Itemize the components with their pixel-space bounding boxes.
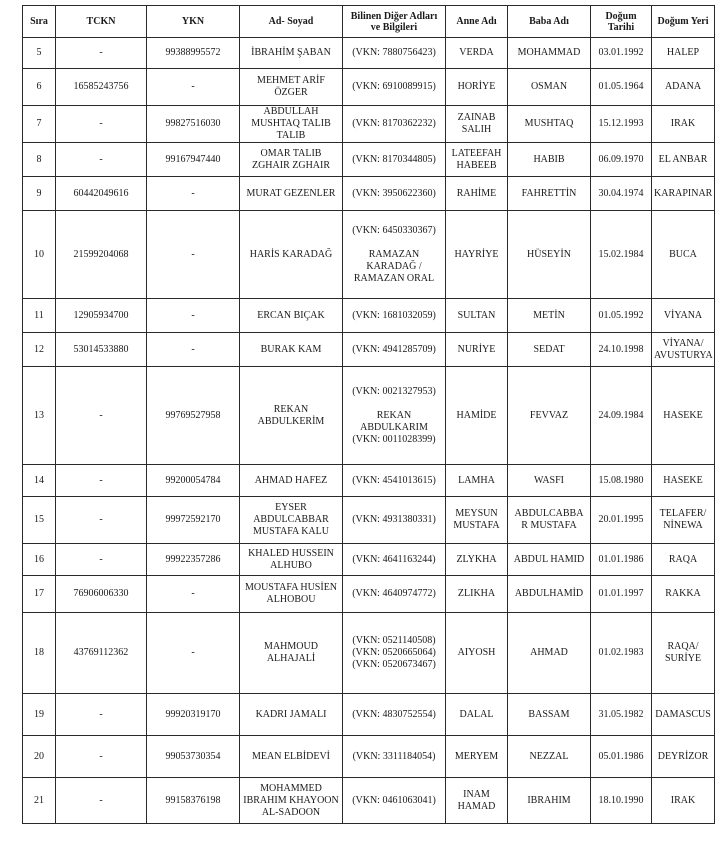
cell-anne-adi bbox=[446, 38, 508, 69]
cell-line: BURAK KAM bbox=[260, 343, 322, 355]
cell-line: MEYSUN bbox=[455, 508, 498, 519]
cell-line: ALHUBO bbox=[270, 559, 312, 571]
cell-sira: 20 bbox=[23, 736, 56, 778]
cell-line: MEAN ELBİDEVİ bbox=[251, 750, 331, 762]
table-row bbox=[23, 694, 715, 736]
cell-line: (VKN: 6450330367) bbox=[352, 224, 436, 236]
cell-anne-adi bbox=[446, 576, 508, 613]
cell-line: EYSER bbox=[275, 502, 307, 513]
cell-ykn: - bbox=[147, 576, 240, 613]
cell-anne-adi bbox=[446, 333, 508, 367]
cell-baba-adi bbox=[508, 694, 591, 736]
cell-dogum-yeri bbox=[652, 576, 715, 613]
cell-line: ZGHAIR ZGHAIR bbox=[251, 159, 331, 171]
cell-anne-adi bbox=[446, 465, 508, 497]
table-row bbox=[23, 177, 715, 211]
cell-sira: 9 bbox=[23, 177, 56, 211]
table-row bbox=[23, 576, 715, 613]
cell-baba-adi bbox=[508, 613, 591, 694]
cell-dogum-yeri bbox=[652, 333, 715, 367]
cell-line: MERYEM bbox=[454, 750, 499, 762]
cell-dogum-tarihi: 01.02.1983 bbox=[591, 613, 652, 694]
cell-ykn: 99972592170 bbox=[147, 497, 240, 544]
cell-ad-soyad bbox=[240, 143, 343, 177]
cell-line: AL-SADOON bbox=[261, 806, 321, 818]
col-header-dogum-tarihi: Doğum Tarihi bbox=[591, 6, 652, 38]
cell-sira: 8 bbox=[23, 143, 56, 177]
cell-baba-adi bbox=[508, 497, 591, 544]
cell-tckn: - bbox=[56, 465, 147, 497]
cell-line: RAQA bbox=[668, 553, 698, 565]
cell-anne-adi bbox=[446, 544, 508, 576]
cell-line: (VKN: 3950622360) bbox=[352, 187, 436, 199]
cell-ad-soyad bbox=[240, 778, 343, 824]
cell-line: LAMHA bbox=[458, 474, 495, 486]
cell-dogum-tarihi: 15.12.1993 bbox=[591, 106, 652, 143]
cell-dogum-tarihi: 20.01.1995 bbox=[591, 497, 652, 544]
cell-baba-adi bbox=[508, 69, 591, 106]
table-row bbox=[23, 69, 715, 106]
cell-anne-adi bbox=[446, 736, 508, 778]
cell-diger-adlari bbox=[343, 177, 446, 211]
cell-anne-adi bbox=[446, 69, 508, 106]
cell-line: HAMAD bbox=[457, 800, 496, 812]
table-row bbox=[23, 299, 715, 333]
cell-ykn: 99158376198 bbox=[147, 778, 240, 824]
cell-anne-adi bbox=[446, 497, 508, 544]
cell-dogum-tarihi: 31.05.1982 bbox=[591, 694, 652, 736]
cell-line: ÖZGER bbox=[274, 87, 308, 98]
cell-diger-adlari bbox=[343, 367, 446, 465]
cell-line: HÜSEYİN bbox=[527, 248, 571, 260]
cell-anne-adi bbox=[446, 211, 508, 299]
cell-ad-soyad bbox=[240, 694, 343, 736]
cell-line: HABEEB bbox=[456, 159, 497, 171]
cell-line: (VKN: 8170344805) bbox=[352, 153, 436, 165]
cell-line: HALEP bbox=[666, 47, 700, 58]
cell-tckn: 12905934700 bbox=[56, 299, 147, 333]
cell-ad-soyad bbox=[240, 106, 343, 143]
cell-baba-adi bbox=[508, 299, 591, 333]
cell-dogum-yeri bbox=[652, 465, 715, 497]
cell-ad-soyad bbox=[240, 544, 343, 576]
col-header-ad-soyad: Ad- Soyad bbox=[240, 6, 343, 38]
cell-sira: 14 bbox=[23, 465, 56, 497]
cell-ykn: 99053730354 bbox=[147, 736, 240, 778]
cell-dogum-tarihi: 03.01.1992 bbox=[591, 38, 652, 69]
table-row bbox=[23, 106, 715, 143]
cell-line: HARİS KARADAĞ bbox=[249, 248, 333, 260]
cell-line: NURİYE bbox=[457, 343, 496, 355]
cell-tckn: - bbox=[56, 38, 147, 69]
cell-line: FEVVAZ bbox=[529, 409, 569, 421]
cell-line: (VKN: 7880756423) bbox=[352, 47, 436, 58]
cell-line: BUCA bbox=[669, 248, 697, 260]
cell-line: TALIB bbox=[276, 130, 306, 141]
cell-dogum-tarihi: 05.01.1986 bbox=[591, 736, 652, 778]
line-gap bbox=[345, 237, 443, 249]
cell-tckn: - bbox=[56, 544, 147, 576]
cell-line: HORİYE bbox=[457, 81, 496, 92]
cell-line: MOHAMMED bbox=[260, 782, 322, 794]
col-header-ykn: YKN bbox=[147, 6, 240, 38]
cell-baba-adi bbox=[508, 736, 591, 778]
sanctions-table-container bbox=[22, 5, 714, 824]
cell-line: RAQA/ bbox=[667, 641, 699, 652]
cell-line: ALHAJALİ bbox=[266, 653, 316, 664]
cell-diger-adlari bbox=[343, 613, 446, 694]
cell-dogum-tarihi: 01.05.1992 bbox=[591, 299, 652, 333]
cell-line: KADRI JAMALI bbox=[255, 708, 327, 720]
cell-sira: 11 bbox=[23, 299, 56, 333]
cell-tckn: 16585243756 bbox=[56, 69, 147, 106]
cell-line: HASEKE bbox=[663, 474, 703, 486]
cell-baba-adi bbox=[508, 38, 591, 69]
cell-anne-adi bbox=[446, 177, 508, 211]
cell-ykn: - bbox=[147, 613, 240, 694]
cell-line: İBRAHİM ŞABAN bbox=[251, 47, 331, 58]
cell-diger-adlari bbox=[343, 778, 446, 824]
cell-dogum-yeri bbox=[652, 177, 715, 211]
cell-line: HABIB bbox=[533, 153, 565, 165]
cell-dogum-yeri bbox=[652, 778, 715, 824]
cell-tckn: 53014533880 bbox=[56, 333, 147, 367]
cell-dogum-tarihi: 06.09.1970 bbox=[591, 143, 652, 177]
cell-tckn: 21599204068 bbox=[56, 211, 147, 299]
cell-line: AHMAD HAFEZ bbox=[254, 474, 328, 486]
cell-anne-adi bbox=[446, 143, 508, 177]
cell-baba-adi bbox=[508, 465, 591, 497]
cell-sira: 12 bbox=[23, 333, 56, 367]
cell-line: ZLYKHA bbox=[456, 553, 497, 565]
table-row bbox=[23, 544, 715, 576]
cell-ykn: - bbox=[147, 211, 240, 299]
cell-ad-soyad bbox=[240, 367, 343, 465]
cell-line: DEYRİZOR bbox=[657, 750, 709, 762]
cell-line: IBRAHIM KHAYOON bbox=[243, 794, 339, 806]
cell-baba-adi bbox=[508, 106, 591, 143]
cell-sira: 21 bbox=[23, 778, 56, 824]
cell-line: MEHMET ARİF bbox=[257, 75, 325, 86]
cell-ykn: - bbox=[147, 333, 240, 367]
cell-line: NİNEWA bbox=[663, 520, 703, 531]
cell-sira: 19 bbox=[23, 694, 56, 736]
cell-baba-adi bbox=[508, 177, 591, 211]
cell-ykn: 99200054784 bbox=[147, 465, 240, 497]
cell-line: MOHAMMAD bbox=[517, 47, 581, 58]
cell-diger-adlari bbox=[343, 211, 446, 299]
cell-ykn: 99827516030 bbox=[147, 106, 240, 143]
cell-baba-adi bbox=[508, 544, 591, 576]
cell-diger-adlari bbox=[343, 736, 446, 778]
cell-line: HASEKE bbox=[663, 409, 703, 421]
cell-diger-adlari bbox=[343, 69, 446, 106]
cell-line: ZLIKHA bbox=[457, 588, 496, 599]
cell-line: HAYRİYE bbox=[454, 248, 499, 260]
cell-line: RAMAZAN bbox=[368, 248, 420, 260]
cell-sira: 7 bbox=[23, 106, 56, 143]
cell-line: (VKN: 8170362232) bbox=[352, 118, 436, 129]
cell-line: MUSTAFA KALU bbox=[253, 526, 329, 537]
cell-baba-adi bbox=[508, 367, 591, 465]
table-row bbox=[23, 778, 715, 824]
cell-line: ERCAN BIÇAK bbox=[257, 309, 325, 321]
cell-line: RAKKA bbox=[665, 588, 701, 599]
cell-diger-adlari bbox=[343, 465, 446, 497]
cell-tckn: - bbox=[56, 736, 147, 778]
cell-line: ABDULKERİM bbox=[257, 415, 325, 427]
cell-line: ZAINAB bbox=[457, 112, 496, 123]
cell-line: ABDUL HAMID bbox=[513, 553, 585, 565]
cell-anne-adi bbox=[446, 778, 508, 824]
cell-dogum-yeri bbox=[652, 367, 715, 465]
table-row bbox=[23, 333, 715, 367]
cell-line: IRAK bbox=[670, 794, 696, 806]
cell-line: INAM bbox=[463, 788, 490, 800]
cell-anne-adi bbox=[446, 694, 508, 736]
cell-diger-adlari bbox=[343, 333, 446, 367]
cell-dogum-yeri bbox=[652, 497, 715, 544]
cell-line: HAMİDE bbox=[456, 409, 497, 421]
cell-diger-adlari bbox=[343, 299, 446, 333]
cell-diger-adlari bbox=[343, 544, 446, 576]
cell-sira: 16 bbox=[23, 544, 56, 576]
cell-ykn: 99388995572 bbox=[147, 38, 240, 69]
cell-dogum-tarihi: 18.10.1990 bbox=[591, 778, 652, 824]
cell-dogum-tarihi: 24.10.1998 bbox=[591, 333, 652, 367]
cell-line: DALAL bbox=[459, 708, 494, 720]
cell-ykn: 99769527958 bbox=[147, 367, 240, 465]
cell-line: (VKN: 4830752554) bbox=[352, 708, 436, 720]
cell-line: (VKN: 4641163244) bbox=[352, 553, 436, 565]
cell-line: ABDULLAH bbox=[263, 106, 319, 117]
cell-ykn: - bbox=[147, 177, 240, 211]
cell-line: ABDULHAMİD bbox=[514, 588, 584, 599]
cell-line: (VKN: 4941285709) bbox=[352, 343, 436, 355]
table-row bbox=[23, 613, 715, 694]
cell-dogum-yeri bbox=[652, 143, 715, 177]
cell-line: OSMAN bbox=[530, 81, 568, 92]
table-row bbox=[23, 38, 715, 69]
col-header-sira: Sıra bbox=[23, 6, 56, 38]
cell-ad-soyad bbox=[240, 465, 343, 497]
cell-line: KARAPINAR bbox=[654, 187, 713, 199]
cell-tckn: 60442049616 bbox=[56, 177, 147, 211]
cell-dogum-tarihi: 01.05.1964 bbox=[591, 69, 652, 106]
cell-line: (VKN: 0520665064) bbox=[352, 647, 436, 658]
cell-dogum-tarihi: 15.02.1984 bbox=[591, 211, 652, 299]
cell-line: OMAR TALIB bbox=[260, 147, 322, 159]
cell-dogum-yeri bbox=[652, 544, 715, 576]
cell-baba-adi bbox=[508, 778, 591, 824]
cell-line: (VKN: 0521140508) bbox=[352, 635, 436, 646]
cell-dogum-tarihi: 15.08.1980 bbox=[591, 465, 652, 497]
cell-line: (VKN: 6910089915) bbox=[352, 81, 436, 92]
cell-line: ABDULKARIM bbox=[360, 421, 428, 433]
cell-line: (VKN: 0011028399) bbox=[352, 433, 436, 445]
cell-diger-adlari bbox=[343, 106, 446, 143]
cell-ykn: 99922357286 bbox=[147, 544, 240, 576]
cell-line: WASFI bbox=[533, 474, 564, 486]
table-row bbox=[23, 736, 715, 778]
cell-dogum-yeri bbox=[652, 211, 715, 299]
cell-anne-adi bbox=[446, 367, 508, 465]
cell-ykn: - bbox=[147, 69, 240, 106]
cell-line: ALHOBOU bbox=[266, 594, 316, 605]
cell-line: KARADAĞ / bbox=[366, 260, 422, 272]
cell-line: MURAT GEZENLER bbox=[246, 187, 336, 199]
cell-sira: 18 bbox=[23, 613, 56, 694]
cell-ad-soyad bbox=[240, 211, 343, 299]
cell-line: VİYANA bbox=[663, 309, 703, 321]
cell-dogum-yeri bbox=[652, 694, 715, 736]
cell-diger-adlari bbox=[343, 694, 446, 736]
cell-anne-adi bbox=[446, 613, 508, 694]
col-header-anne-adi: Anne Adı bbox=[446, 6, 508, 38]
cell-tckn: - bbox=[56, 778, 147, 824]
cell-diger-adlari bbox=[343, 497, 446, 544]
cell-anne-adi bbox=[446, 106, 508, 143]
cell-tckn: - bbox=[56, 367, 147, 465]
cell-line: FAHRETTİN bbox=[521, 187, 577, 199]
cell-line: EL ANBAR bbox=[658, 153, 708, 165]
cell-ykn: 99167947440 bbox=[147, 143, 240, 177]
cell-line: R MUSTAFA bbox=[521, 520, 577, 531]
cell-line: MOUSTAFA HUSİEN bbox=[244, 582, 338, 593]
cell-ykn: - bbox=[147, 299, 240, 333]
cell-sira: 6 bbox=[23, 69, 56, 106]
cell-baba-adi bbox=[508, 576, 591, 613]
cell-dogum-yeri bbox=[652, 106, 715, 143]
cell-line: REKAN bbox=[376, 409, 412, 421]
cell-line: SULTAN bbox=[457, 309, 496, 321]
cell-line: (VKN: 4640974772) bbox=[352, 588, 436, 599]
table-row bbox=[23, 143, 715, 177]
cell-line: AIYOSH bbox=[457, 647, 496, 658]
cell-line: IBRAHIM bbox=[527, 794, 571, 806]
cell-dogum-yeri bbox=[652, 38, 715, 69]
cell-line: SEDAT bbox=[533, 343, 565, 355]
table-row bbox=[23, 497, 715, 544]
cell-sira: 15 bbox=[23, 497, 56, 544]
cell-dogum-tarihi: 30.04.1974 bbox=[591, 177, 652, 211]
sanctions-table bbox=[22, 5, 715, 824]
cell-dogum-tarihi: 01.01.1986 bbox=[591, 544, 652, 576]
cell-line: AVUSTURYA bbox=[654, 349, 713, 361]
cell-ad-soyad bbox=[240, 576, 343, 613]
cell-sira: 10 bbox=[23, 211, 56, 299]
cell-tckn: 43769112362 bbox=[56, 613, 147, 694]
cell-line: VİYANA/ bbox=[662, 337, 704, 349]
cell-ad-soyad bbox=[240, 177, 343, 211]
cell-line: VERDA bbox=[459, 47, 494, 58]
cell-line: ABDULCABBAR bbox=[253, 514, 329, 525]
cell-line: (VKN: 0520673467) bbox=[352, 659, 436, 670]
cell-line: METİN bbox=[533, 309, 565, 321]
cell-line: MUSHTAQ bbox=[524, 118, 574, 129]
cell-tckn: 76906006330 bbox=[56, 576, 147, 613]
cell-diger-adlari bbox=[343, 576, 446, 613]
table-row bbox=[23, 367, 715, 465]
cell-line: MAHMOUD bbox=[264, 641, 318, 652]
cell-sira: 5 bbox=[23, 38, 56, 69]
cell-line: RAHİME bbox=[456, 187, 497, 199]
cell-line: MUSTAFA bbox=[453, 520, 500, 531]
cell-line: (VKN: 4931380331) bbox=[352, 514, 436, 525]
cell-tckn: - bbox=[56, 694, 147, 736]
cell-baba-adi bbox=[508, 143, 591, 177]
cell-line: TELAFER/ bbox=[659, 508, 707, 519]
cell-ad-soyad bbox=[240, 736, 343, 778]
header-row bbox=[23, 6, 715, 38]
cell-line: (VKN: 0021327953) bbox=[352, 385, 436, 397]
cell-baba-adi bbox=[508, 333, 591, 367]
cell-ad-soyad bbox=[240, 69, 343, 106]
cell-line: RAMAZAN ORAL bbox=[353, 272, 435, 284]
cell-tckn: - bbox=[56, 143, 147, 177]
col-header-dogum-yeri: Doğum Yeri bbox=[652, 6, 715, 38]
cell-ykn: 99920319170 bbox=[147, 694, 240, 736]
cell-line: ADANA bbox=[664, 81, 702, 92]
cell-line: KHALED HUSSEIN bbox=[248, 547, 334, 559]
cell-anne-adi bbox=[446, 299, 508, 333]
cell-ad-soyad bbox=[240, 333, 343, 367]
cell-baba-adi bbox=[508, 211, 591, 299]
col-header-diger-adlari: Bilinen Diğer Adları ve Bilgileri bbox=[343, 6, 446, 38]
table-row bbox=[23, 465, 715, 497]
cell-line: MUSHTAQ TALIB bbox=[251, 118, 331, 129]
table-row bbox=[23, 211, 715, 299]
cell-line: REKAN bbox=[273, 403, 309, 415]
cell-sira: 17 bbox=[23, 576, 56, 613]
cell-dogum-yeri bbox=[652, 69, 715, 106]
table-body bbox=[23, 38, 715, 824]
line-gap bbox=[345, 398, 443, 410]
cell-sira: 13 bbox=[23, 367, 56, 465]
col-header-tckn: TCKN bbox=[56, 6, 147, 38]
col-header-baba-adi: Baba Adı bbox=[508, 6, 591, 38]
cell-ad-soyad bbox=[240, 613, 343, 694]
cell-line: (VKN: 4541013615) bbox=[352, 474, 436, 486]
cell-line: SURİYE bbox=[664, 653, 702, 664]
cell-diger-adlari bbox=[343, 38, 446, 69]
cell-dogum-tarihi: 01.01.1997 bbox=[591, 576, 652, 613]
cell-line: IRAK bbox=[670, 118, 696, 129]
cell-line: LATEEFAH bbox=[451, 147, 502, 159]
cell-ad-soyad bbox=[240, 38, 343, 69]
cell-line: DAMASCUS bbox=[655, 708, 711, 720]
cell-ad-soyad bbox=[240, 497, 343, 544]
cell-ad-soyad bbox=[240, 299, 343, 333]
cell-line: (VKN: 1681032059) bbox=[352, 309, 436, 321]
cell-line: (VKN: 3311184054) bbox=[352, 750, 436, 762]
cell-line: AHMAD bbox=[530, 647, 568, 658]
cell-line: NEZZAL bbox=[529, 750, 569, 762]
cell-dogum-yeri bbox=[652, 299, 715, 333]
cell-dogum-yeri bbox=[652, 613, 715, 694]
cell-line: (VKN: 0461063041) bbox=[352, 794, 436, 806]
cell-tckn: - bbox=[56, 497, 147, 544]
cell-diger-adlari bbox=[343, 143, 446, 177]
cell-line: SALIH bbox=[461, 124, 492, 135]
cell-line: BASSAM bbox=[528, 708, 570, 720]
cell-dogum-tarihi: 24.09.1984 bbox=[591, 367, 652, 465]
cell-tckn: - bbox=[56, 106, 147, 143]
cell-line: ABDULCABBA bbox=[514, 508, 584, 519]
cell-dogum-yeri bbox=[652, 736, 715, 778]
